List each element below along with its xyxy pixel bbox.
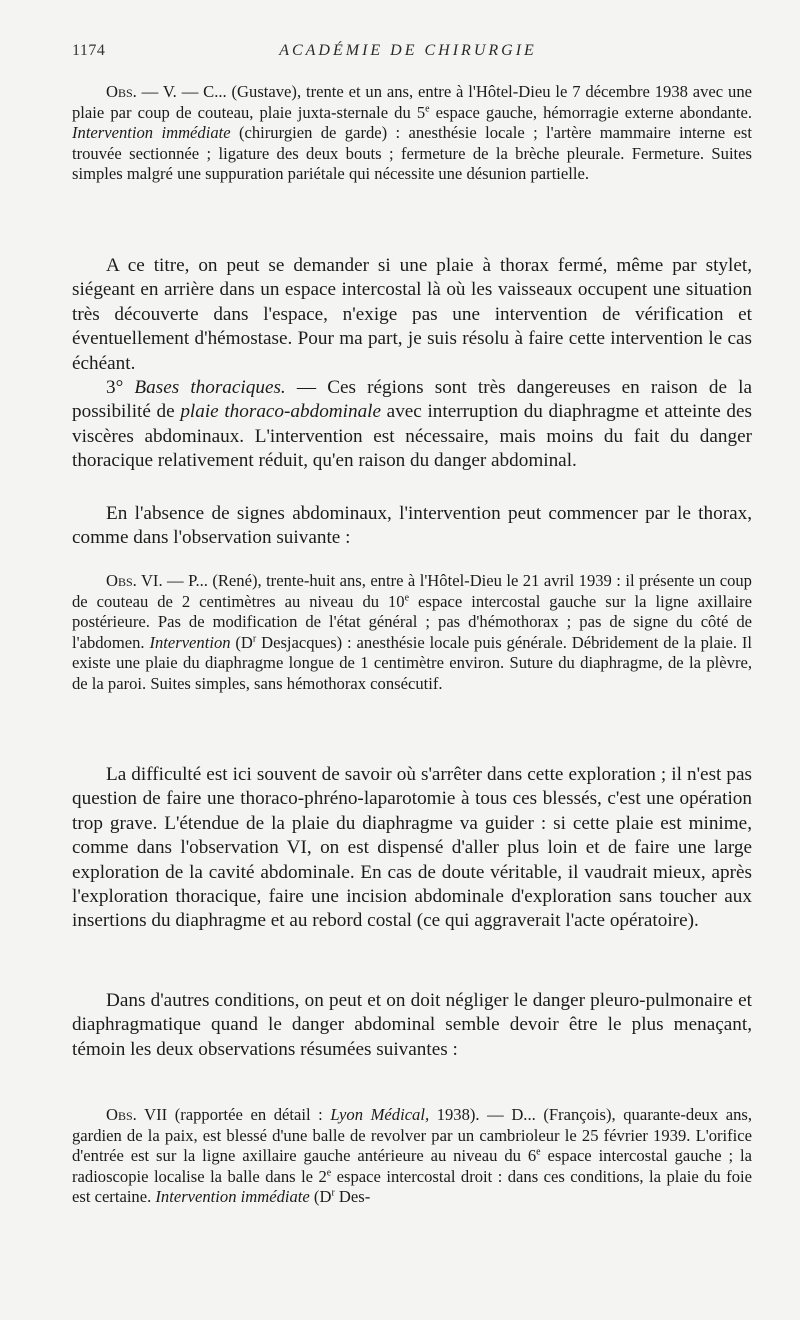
paragraph-a-ce-titre: A ce titre, on peut se demander si une plaie à thorax fermé, même par stylet, siégeant en arrière dans un espace intercostal là où les vaisseaux occupent une situation très découverte dans l'espace, n'exige pas une intervention de vérification et éventuellement d'hémostase. Pour ma part, je suis résolu à faire cette intervention le cas échéant. bbox=[72, 255, 752, 374]
obs-label: Obs. VII bbox=[106, 1105, 168, 1124]
observation-vi: Obs. VI. — P... (René), trente-huit ans, entre à l'Hôtel-Dieu le 21 avril 1939 : il présente un coup de couteau de 2 centimètres au niveau du 10e espace intercostal gauche sur la ligne axillaire postérieure. Pas de modification de l'état général ; pas d'hémothorax ; pas de signe du côté de l'abdomen. Intervention ($D^r$ Desjacques) : anesthésie locale puis générale. Débridement de la plaie. Il existe une plaie du diaphragme longue de 1 centimètre environ. Suture du diaphragme, de la plèvre, de la paroi. Suites simples, sans hémothorax consécutif. bbox=[72, 571, 752, 693]
obs-label: Obs. — V. bbox=[106, 82, 177, 101]
section-heading: Bases thoraciques. bbox=[134, 377, 286, 398]
obs-label: Obs. VI. bbox=[106, 571, 163, 590]
running-title: ACADÉMIE DE CHIRURGIE bbox=[279, 42, 537, 59]
page-number: 1174 bbox=[72, 42, 106, 59]
paragraph-autres-conditions: Dans d'autres conditions, on peut et on doit négliger le danger pleuro-pulmonaire et diaphragmatique quand le danger abdominal semble devoir être le plus menaçant, témoin les deux observations résumées suivantes : bbox=[72, 990, 752, 1060]
paragraph-absence-signes: En l'absence de signes abdominaux, l'intervention peut commencer par le thorax, comme dans l'observation suivante : bbox=[72, 503, 752, 549]
page-header bbox=[72, 42, 744, 66]
paragraph-difficulte: La difficulté est ici souvent de savoir où s'arrêter dans cette exploration ; il n'est pas question de faire une thoraco-phréno-laparotomie à tous ces blessés, c'est une opération trop grave. L'étendue de la plaie du diaphragme va guider : si cette plaie est minime, comme dans l'observation VI, on est dispensé d'aller plus loin et de faire une large exploration de la cavité abdominale. En cas de doute véritable, il vaudrait mieux, après l'exploration thoracique, faire une incision abdominale d'exploration sans toucher aux insertions du diaphragme et au rebord costal (ce qui aggraverait l'acte opératoire). bbox=[72, 764, 752, 932]
paragraph-bases-thoraciques: 3° Bases thoraciques. — Ces régions sont très dangereuses en raison de la possibilité de plaie thoraco-abdominale avec interruption du diaphragme et atteinte des viscères abdominaux. L'intervention est nécessaire, mais moins du fait du danger thoracique relativement réduit, qu'en raison du danger abdominal. bbox=[72, 377, 752, 472]
observation-v: Obs. — V. — C... (Gustave), trente et un ans, entre à l'Hôtel-Dieu le 7 décembre 1938 avec une plaie par coup de couteau, plaie juxta-sternale du 5e espace gauche, hémorragie externe abondante. Intervention immédiate (chirurgien de garde) : anesthésie locale ; l'artère mammaire interne est trouvée sectionnée ; ligature des deux bouts ; fermeture de la brèche pleurale. Fermeture. Suites simples malgré une suppuration pariétale qui nécessite une désunion partielle. bbox=[72, 82, 752, 184]
observation-vii: Obs. VII (rapportée en détail : Lyon Médical, 1938). — D... (François), quarante-deux ans, gardien de la paix, est blessé d'une balle de revolver par un cambrioleur le 25 février 1939. L'orifice d'entrée est sur la ligne axillaire gauche antérieure au niveau du 6e espace intercostal gauche ; la radioscopie localise la balle dans le 2e espace intercostal droit : dans ces conditions, la plaie du foie est certaine. Intervention immédiate ($D^r$ Des- bbox=[72, 1105, 752, 1207]
